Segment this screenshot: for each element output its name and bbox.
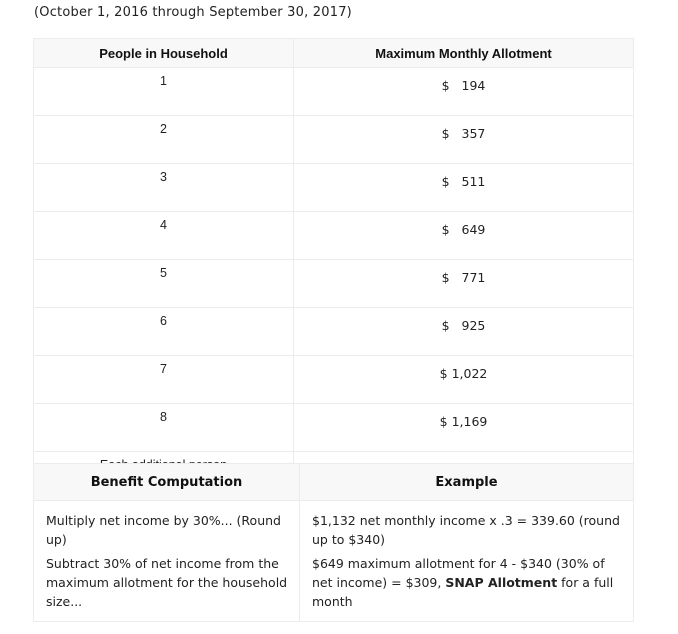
computation-steps-cell xyxy=(34,501,300,622)
table-row xyxy=(34,404,634,452)
allotment-amount: $ 649 xyxy=(441,222,486,237)
table-row xyxy=(34,68,634,116)
benefit-computation-header: Benefit Computation xyxy=(34,464,300,501)
household-size-cell: 7 xyxy=(34,356,294,404)
allotment-amount: $ 357 xyxy=(441,126,486,141)
household-size-cell: 3 xyxy=(34,164,294,212)
example-header: Example xyxy=(300,464,634,501)
table-row xyxy=(34,501,634,622)
table-row xyxy=(34,212,634,260)
allotment-amount: $ 194 xyxy=(441,78,486,93)
table-row xyxy=(34,260,634,308)
household-size-cell: 6 xyxy=(34,308,294,356)
allotment-amount: $ 925 xyxy=(441,318,486,333)
snap-allotment-label: SNAP Allotment xyxy=(445,575,558,590)
allotment-amount: $ 511 xyxy=(441,174,486,189)
example-cell xyxy=(300,501,634,622)
period-note: (October 1, 2016 through September 30, 2017) xyxy=(34,5,352,20)
allotment-amount-cell xyxy=(294,68,634,116)
allotment-amount-cell xyxy=(294,260,634,308)
table-row xyxy=(34,356,634,404)
example-step-2-suffix: for a full month xyxy=(312,575,614,609)
example-step-2-prefix: $649 maximum allotment for 4 - $340 (30% of net income) = $309, xyxy=(312,556,605,590)
allotment-header-row xyxy=(34,39,634,68)
allotment-amount: $ 1,169 xyxy=(439,414,488,429)
allotment-amount-cell xyxy=(294,116,634,164)
household-size-cell: 8 xyxy=(34,404,294,452)
allotment-amount-cell xyxy=(294,308,634,356)
benefit-computation-table xyxy=(33,463,634,622)
allotment-amount: $ 1,022 xyxy=(439,366,488,381)
allotment-table xyxy=(33,38,634,500)
allotment-amount-cell xyxy=(294,404,634,452)
household-size-cell: 2 xyxy=(34,116,294,164)
allotment-amount-cell xyxy=(294,164,634,212)
allotment-amount-cell xyxy=(294,356,634,404)
computation-step-2: Subtract 30% of net income from the maximum allotment for the household size... xyxy=(46,556,288,609)
household-size-cell: 4 xyxy=(34,212,294,260)
household-size-cell: 5 xyxy=(34,260,294,308)
max-monthly-allotment-header: Maximum Monthly Allotment xyxy=(294,39,634,68)
example-step-1: $1,132 net monthly income x .3 = 339.60 (round up to $340) xyxy=(312,513,620,547)
table-row xyxy=(34,308,634,356)
table-row xyxy=(34,116,634,164)
people-in-household-header: People in Household xyxy=(34,39,294,68)
example-step-2 xyxy=(312,554,625,611)
computation-step-1: Multiply net income by 30%... (Round up) xyxy=(46,513,281,547)
household-size-cell: 1 xyxy=(34,68,294,116)
table-row xyxy=(34,164,634,212)
computation-header-row xyxy=(34,464,634,501)
allotment-amount: $ 771 xyxy=(441,270,486,285)
allotment-amount-cell xyxy=(294,212,634,260)
